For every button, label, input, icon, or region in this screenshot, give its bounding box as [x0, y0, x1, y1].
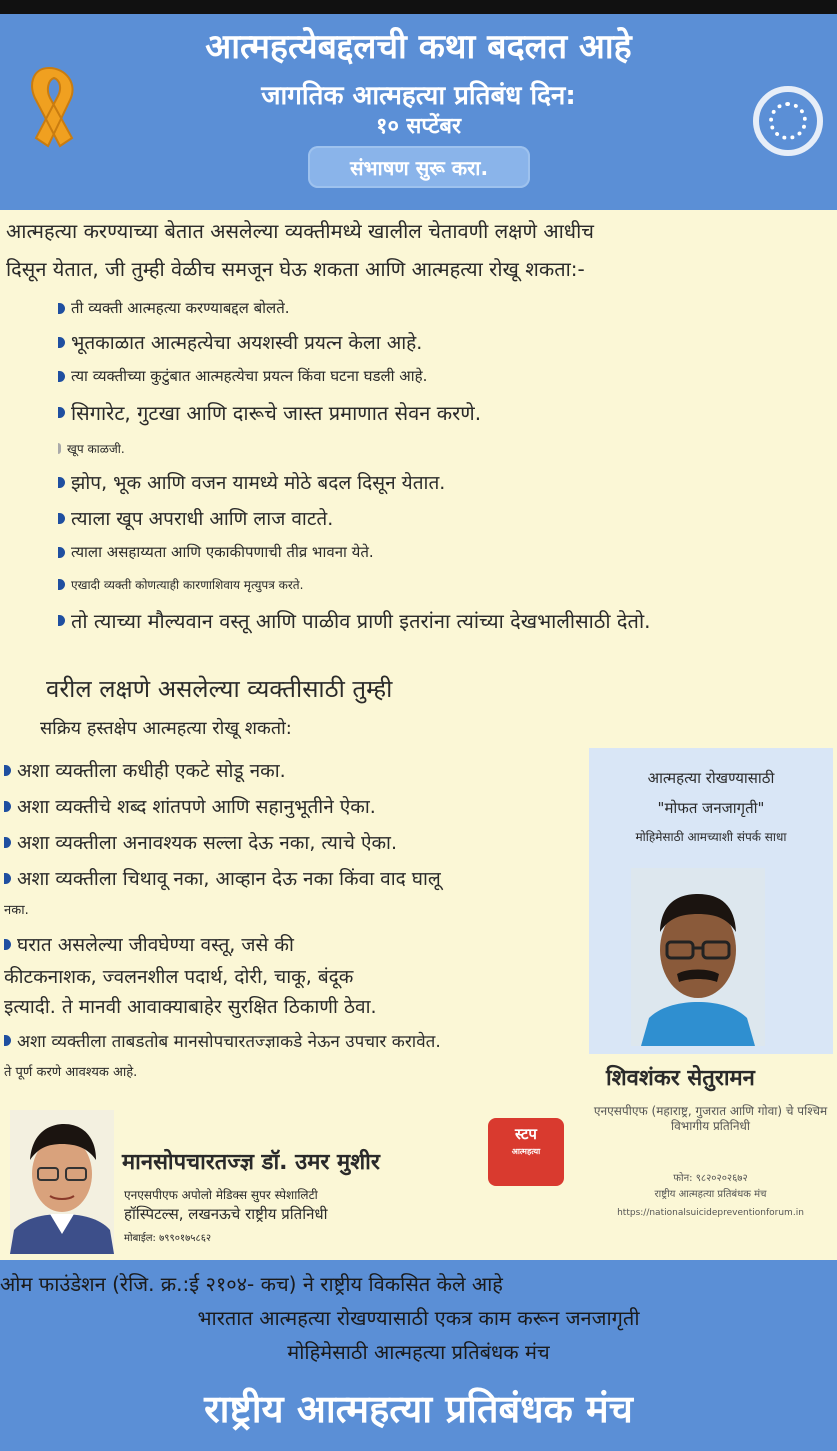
bullet-icon — [4, 765, 11, 776]
list-item: अशा व्यक्तीला ताबडतोब मानसोपचारतज्ज्ञाकडे नेऊन उपचार करावेत. — [4, 1022, 586, 1058]
list-item: ती व्यक्ती आत्महत्या करण्याबद्दल बोलते. — [58, 292, 828, 324]
list-item-continuation: कीटकनाशक, ज्वलनशील पदार्थ, दोरी, चाकू, बंदूक — [4, 966, 354, 988]
footer-banner — [0, 1260, 837, 1451]
list-item: त्या व्यक्तीच्या कुटुंबात आत्महत्येचा प्रयत्न किंवा घटना घडली आहे. — [58, 360, 828, 392]
list-item: घरात असलेल्या जीवघेण्या वस्तू, जसे की — [4, 926, 586, 962]
help-list — [4, 752, 586, 1088]
warning-signs-list — [58, 292, 828, 640]
bullet-icon — [4, 837, 11, 848]
bullet-icon — [58, 513, 65, 524]
bullet-icon — [58, 579, 65, 590]
doctor-phone: मोबाईल: ७९९०१७५८६२ — [124, 1233, 212, 1244]
bullet-icon — [58, 477, 65, 488]
doctor-role: एनएसपीएफ अपोलो मेडिक्स सुपर स्पेशालिटी — [124, 1188, 318, 1202]
event-date: १० सप्टेंबर — [376, 114, 461, 139]
contact-line: आत्महत्या रोखण्यासाठी — [647, 769, 775, 787]
list-item: त्याला असहाय्यता आणि एकाकीपणाची तीव्र भावना येते. — [58, 536, 828, 568]
bullet-icon — [58, 443, 61, 454]
list-item: तो त्याच्या मौल्यवान वस्तू आणि पाळीव प्राणी इतरांना त्यांच्या देखभालीसाठी देतो. — [58, 600, 828, 640]
footer-line: भारतात आत्महत्या रोखण्यासाठी एकत्र काम करून जनजागृती — [197, 1306, 640, 1330]
forum-circle-logo-icon — [753, 86, 823, 156]
doctor-photo — [10, 1110, 114, 1254]
contact-card — [589, 748, 833, 1054]
list-item: सिगारेट, गुटखा आणि दारूचे जास्त प्रमाणात सेवन करणे. — [58, 392, 828, 432]
nspf-stamp-logo: स्टप आत्महत्या — [488, 1118, 564, 1186]
start-conversation-button[interactable]: संभाषण सुरू करा. — [308, 146, 530, 188]
footer-title: राष्ट्रीय आत्महत्या प्रतिबंधक मंच — [204, 1387, 633, 1431]
list-item: भूतकाळात आत्महत्येचा अयशस्वी प्रयत्न केला आहे. — [58, 324, 828, 360]
bullet-icon — [58, 371, 65, 382]
contact-line: मोहिमेसाठी आमच्याशी संपर्क साधा — [635, 830, 787, 844]
bullet-icon — [58, 407, 65, 418]
list-item: एखादी व्यक्ती कोणत्याही कारणाशिवाय मृत्युपत्र करते. — [58, 568, 828, 600]
doctor-name: मानसोपचारतज्ज्ञ डॉ. उमर मुशीर — [122, 1150, 380, 1175]
header-banner — [0, 14, 837, 210]
list-item: खूप काळजी. — [58, 432, 828, 464]
help-subheading: सक्रिय हस्तक्षेप आत्महत्या रोखू शकतो: — [40, 718, 292, 739]
list-item: अशा व्यक्तीला चिथावू नका, आव्हान देऊ नका किंवा वाद घालू — [4, 860, 586, 896]
intro-line: दिसून येतात, जी तुम्ही वेळीच समजून घेऊ शकता आणि आत्महत्या रोखू शकता:- — [6, 257, 585, 281]
list-item: अशा व्यक्तीचे शब्द शांतपणे आणि सहानुभूतीने ऐका. — [4, 788, 586, 824]
list-item-continuation: इत्यादी. ते मानवी आवाक्याबाहेर सुरक्षित ठिकाणी ठेवा. — [4, 996, 377, 1018]
bullet-icon — [4, 801, 11, 812]
intro-text — [6, 212, 826, 288]
bullet-icon — [58, 337, 65, 348]
list-item: अशा व्यक्तीला अनावश्यक सल्ला देऊ नका, त्याचे ऐका. — [4, 824, 586, 860]
representative-phone: फोन: ९८२०२०२६७२ — [673, 1173, 748, 1184]
list-item: त्याला खूप अपराधी आणि लाज वाटते. — [58, 500, 828, 536]
bullet-icon — [4, 873, 11, 884]
forum-url[interactable]: https://nationalsuicidepreventionforum.in — [617, 1208, 804, 1218]
list-item-continuation: ते पूर्ण करणे आवश्यक आहे. — [4, 1065, 138, 1080]
footer-line: मोहिमेसाठी आत्महत्या प्रतिबंधक मंच — [287, 1340, 550, 1364]
bullet-icon — [58, 615, 65, 626]
bullet-icon — [4, 939, 11, 950]
page-title: आत्महत्येबद्दलची कथा बदलत आहे — [205, 27, 632, 67]
help-heading: वरील लक्षणे असलेल्या व्यक्तीसाठी तुम्ही — [46, 675, 393, 703]
list-item: झोप, भूक आणि वजन यामध्ये मोठे बदल दिसून येतात. — [58, 464, 828, 500]
bullet-icon — [58, 303, 65, 314]
contact-line: "मोफत जनजागृती" — [657, 799, 765, 817]
representative-name: शिवशंकर सेतुरामन — [606, 1066, 755, 1091]
top-bar — [0, 0, 837, 14]
bullet-icon — [4, 1035, 11, 1046]
page-subtitle: जागतिक आत्महत्या प्रतिबंध दिन: — [261, 81, 576, 111]
list-item: अशा व्यक्तीला कधीही एकटे सोडू नका. — [4, 752, 586, 788]
list-item-continuation: नका. — [4, 903, 29, 918]
bullet-icon — [58, 547, 65, 558]
representative-photo — [631, 868, 765, 1046]
representative-role: एनएसपीएफ (महाराष्ट्र, गुजरात आणि गोवा) चे पश्चिम विभागीय प्रतिनिधी — [593, 1104, 828, 1133]
intro-line: आत्महत्या करण्याच्या बेतात असलेल्या व्यक्तीमध्ये खालील चेतावणी लक्षणे आधीच — [6, 219, 594, 243]
doctor-role: हॉस्पिटल्स, लखनऊचे राष्ट्रीय प्रतिनिधी — [124, 1205, 328, 1223]
footer-line: ओम फाउंडेशन (रेजि. क्र.:ई २१०४- कच) ने राष्ट्रीय विकसित केले आहे — [0, 1272, 503, 1296]
representative-forum: राष्ट्रीय आत्महत्या प्रतिबंधक मंच — [654, 1189, 767, 1200]
